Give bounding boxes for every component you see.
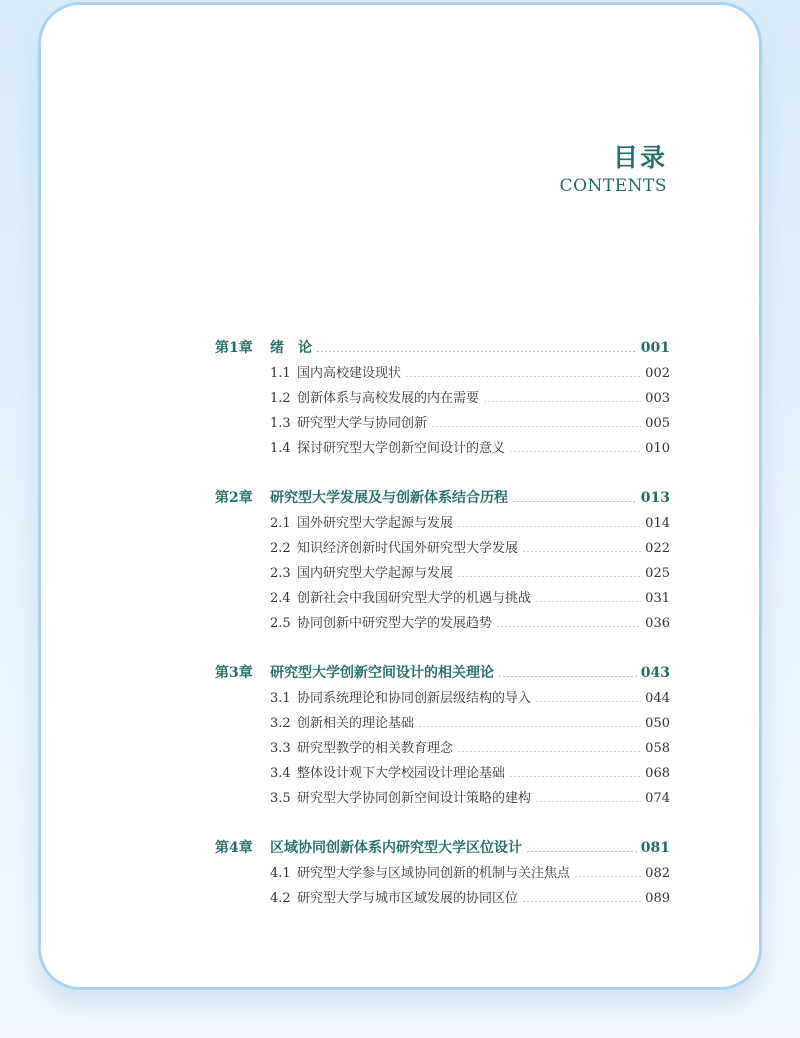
dot-leader (483, 401, 641, 402)
section-entry-page: 025 (645, 566, 670, 581)
section-entry-title: 国内高校建设现状 (297, 366, 402, 381)
section-entry-number: 1.1 (270, 366, 291, 381)
chapter-entry-title: 区域协同创新体系内研究型大学区位设计 (270, 840, 522, 856)
section-entry-number: 4.2 (270, 891, 291, 906)
section-entry-title: 研究型大学与城市区域发展的协同区位 (297, 891, 519, 906)
section-entry-title: 研究型大学参与区域协同创新的机制与关注焦点 (297, 866, 571, 881)
section-entry-number: 1.4 (270, 441, 291, 456)
chapter-block (215, 486, 670, 636)
dot-leader (418, 726, 641, 727)
chapter-entry-number: 第3章 (215, 665, 253, 681)
section-entry-title: 研究型大学与协同创新 (297, 416, 428, 431)
section-entry-number: 1.2 (270, 391, 291, 406)
dot-leader (496, 626, 641, 627)
section-entry (215, 761, 670, 786)
dot-leader (526, 851, 637, 852)
section-entry-number: 4.1 (270, 866, 291, 881)
toc-subtitle: CONTENTS (559, 176, 667, 196)
dot-leader (405, 376, 641, 377)
chapter-entry-page: 001 (640, 340, 670, 356)
section-entry-number: 2.5 (270, 616, 291, 631)
toc-header (560, 143, 667, 197)
chapter-entry-page: 043 (640, 665, 670, 681)
section-entry-page: 003 (645, 391, 670, 406)
table-of-contents (215, 336, 670, 936)
dot-leader (509, 451, 641, 452)
dot-leader (535, 601, 641, 602)
section-entry-page: 002 (645, 366, 670, 381)
chapter-entry-number: 第4章 (215, 840, 253, 856)
dot-leader (457, 751, 641, 752)
chapter-block (215, 661, 670, 811)
section-entry-page: 089 (645, 891, 670, 906)
toc-title: 目录 (612, 143, 667, 172)
chapter-entry (215, 336, 670, 361)
section-entry-page: 022 (645, 541, 670, 556)
dot-leader (316, 351, 637, 352)
section-entry-page: 058 (645, 741, 670, 756)
section-entry-title: 知识经济创新时代国外研究型大学发展 (297, 541, 519, 556)
chapter-entry-title: 研究型大学发展及与创新体系结合历程 (270, 490, 508, 506)
section-entry-page: 005 (645, 416, 670, 431)
chapter-entry-page: 081 (640, 840, 670, 856)
section-entry-number: 2.4 (270, 591, 291, 606)
chapter-entry-number: 第1章 (215, 340, 253, 356)
section-entry-title: 整体设计观下大学校园设计理论基础 (297, 766, 506, 781)
dot-leader (509, 776, 641, 777)
dot-leader (457, 526, 641, 527)
section-entry-title: 国内研究型大学起源与发展 (297, 566, 454, 581)
section-entry-page: 031 (645, 591, 670, 606)
section-entry-page: 014 (645, 516, 670, 531)
chapter-block (215, 336, 670, 461)
section-entry-number: 2.1 (270, 516, 291, 531)
section-entry (215, 586, 670, 611)
section-entry (215, 561, 670, 586)
section-entry-page: 036 (645, 616, 670, 631)
dot-leader (457, 576, 641, 577)
section-entry (215, 536, 670, 561)
section-entry-number: 2.2 (270, 541, 291, 556)
dot-leader (512, 501, 637, 502)
section-entry-number: 2.3 (270, 566, 291, 581)
section-entry (215, 411, 670, 436)
chapter-entry (215, 836, 670, 861)
dot-leader (535, 701, 641, 702)
chapter-entry-page: 013 (640, 490, 670, 506)
section-entry-title: 协同创新中研究型大学的发展趋势 (297, 616, 493, 631)
section-entry (215, 611, 670, 636)
section-entry (215, 711, 670, 736)
section-entry-number: 3.3 (270, 741, 291, 756)
section-entry-page: 082 (645, 866, 670, 881)
section-entry-title: 研究型教学的相关教育理念 (297, 741, 454, 756)
dot-leader (498, 676, 637, 677)
dot-leader (431, 426, 641, 427)
section-entry-page: 010 (645, 441, 670, 456)
section-entry-page: 068 (645, 766, 670, 781)
section-entry-title: 协同系统理论和协同创新层级结构的导入 (297, 691, 532, 706)
dot-leader (522, 551, 641, 552)
section-entry (215, 511, 670, 536)
section-entry-title: 研究型大学协同创新空间设计策略的建构 (297, 791, 532, 806)
section-entry-number: 3.2 (270, 716, 291, 731)
section-entry-title: 创新相关的理论基础 (297, 716, 415, 731)
dot-leader (522, 901, 641, 902)
section-entry (215, 361, 670, 386)
section-entry (215, 386, 670, 411)
section-entry-page: 050 (645, 716, 670, 731)
section-entry-number: 3.5 (270, 791, 291, 806)
section-entry-page: 044 (645, 691, 670, 706)
section-entry (215, 886, 670, 911)
dot-leader (574, 876, 641, 877)
section-entry-number: 3.1 (270, 691, 291, 706)
chapter-entry-number: 第2章 (215, 490, 253, 506)
chapter-entry-title: 绪 论 (270, 340, 312, 356)
chapter-block (215, 836, 670, 911)
chapter-entry (215, 486, 670, 511)
chapter-entry (215, 661, 670, 686)
chapter-entry-title: 研究型大学创新空间设计的相关理论 (270, 665, 494, 681)
section-entry-number: 3.4 (270, 766, 291, 781)
section-entry-number: 1.3 (270, 416, 291, 431)
section-entry-title: 创新社会中我国研究型大学的机遇与挑战 (297, 591, 532, 606)
section-entry-page: 074 (645, 791, 670, 806)
section-entry-title: 创新体系与高校发展的内在需要 (297, 391, 480, 406)
section-entry (215, 436, 670, 461)
section-entry-title: 探讨研究型大学创新空间设计的意义 (297, 441, 506, 456)
section-entry-title: 国外研究型大学起源与发展 (297, 516, 454, 531)
section-entry (215, 736, 670, 761)
dot-leader (535, 801, 641, 802)
section-entry (215, 861, 670, 886)
section-entry (215, 786, 670, 811)
section-entry (215, 686, 670, 711)
